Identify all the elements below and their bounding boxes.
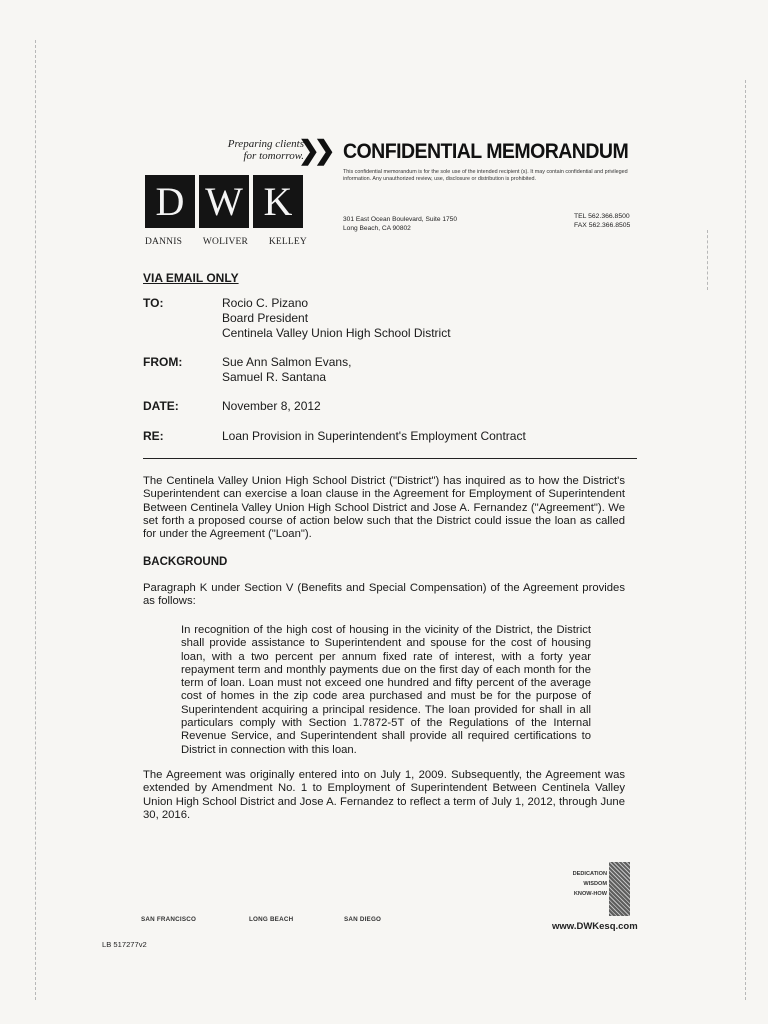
date-label: DATE: — [143, 399, 179, 413]
scan-edge-left — [35, 40, 36, 1000]
decorative-texture-block — [609, 862, 630, 916]
to-label: TO: — [143, 296, 164, 310]
office-long-beach: LONG BEACH — [249, 916, 294, 923]
partner-kelley: KELLEY — [268, 237, 307, 247]
tagline-line-2: for tomorrow. — [243, 150, 304, 162]
address-line-2: Long Beach, CA 90802 — [343, 225, 411, 232]
fax-number: FAX 562.366.8505 — [574, 222, 631, 229]
dwk-logo — [145, 175, 303, 228]
logo-letter-w: W — [199, 175, 249, 228]
re-label: RE: — [143, 429, 164, 443]
office-san-diego: SAN DIEGO — [344, 916, 382, 923]
memo-date: November 8, 2012 — [222, 399, 321, 413]
paragraph-k-intro: Paragraph K under Section V (Benefits and Special Compensation) of the Agreement provides as follows: — [143, 582, 625, 608]
to-recipient — [222, 296, 451, 341]
scan-edge-right — [745, 80, 746, 1000]
confidentiality-notice: This confidential memorandum is for the sole use of the intended recipient (s). It may contain confidential and privileged information. Any unauthorized review, use, disclosure or distribution is prohibited. — [343, 169, 628, 182]
quoted-agreement-clause: In recognition of the high cost of housing in the vicinity of the District, the District shall provide assistance to Superintendent and spouse for the cost of housing loan, with a two percent per annum fixed rate of interest, with a forty year repayment term and monthly payments due on the first day of each month for the term of loan. Loan must not exceed one hundred and fifty percent of the average cost of homes in the zip code area purchased and must be for the purpose of Superintendent acquiring a principal residence. The loan provided for shall in all particulars comply with Section 1.7872-5T of the Regulations of the Internal Revenue Service, and Superintendent shall provide all required certifications to District in connection with this loan. — [181, 624, 591, 756]
value-know-how: KNOW-HOW — [573, 891, 607, 897]
header-divider — [143, 458, 637, 459]
section-heading-background: BACKGROUND — [143, 556, 228, 568]
address-line-1: 301 East Ocean Boulevard, Suite 1750 — [343, 216, 458, 223]
closing-paragraph: The Agreement was originally entered into on July 1, 2009. Subsequently, the Agreement was extended by Amendment No. 1 to Employment of Superintendent Between Centinela Valley Union High School District and Jose A. Fernandez to reflect a term of July 1, 2012, through June 30, 2016. — [143, 769, 625, 821]
from-label: FROM: — [143, 355, 183, 369]
firm-website-link[interactable]: www.DWKesq.com — [552, 921, 638, 932]
from-line-2: Samuel R. Santana — [222, 370, 327, 384]
logo-letter-d: D — [145, 175, 195, 228]
memo-title: CONFIDENTIAL MEMORANDUM — [343, 140, 629, 163]
scan-edge-right-inner — [707, 230, 708, 290]
chevron-icon: ❯❯ — [298, 135, 330, 165]
memo-subject: Loan Provision in Superintendent's Employment Contract — [222, 429, 526, 443]
firm-phone-numbers — [574, 212, 630, 230]
document-id: LB 517277v2 — [102, 940, 147, 949]
tel-number: TEL 562.366.8500 — [574, 213, 630, 220]
partner-woliver: WOLIVER — [202, 237, 249, 247]
firm-tagline — [222, 138, 304, 162]
from-sender — [222, 355, 351, 385]
tagline-line-1: Preparing clients — [227, 138, 304, 150]
intro-paragraph: The Centinela Valley Union High School District ("District") has inquired as to how the District's Superintendent can exercise a loan clause in the Agreement for Employment of Superintendent Between Centinela Valley Union High School District and Jose A. Fernandez ("Agreement"). We set forth a proposed course of action below such that the District could issue the loan as called for under the Agreement ("Loan"). — [143, 475, 625, 541]
delivery-method: VIA EMAIL ONLY — [143, 271, 239, 285]
logo-letter-k: K — [253, 175, 303, 228]
partner-dannis: DANNIS — [145, 237, 183, 247]
value-dedication: DEDICATION — [572, 871, 607, 877]
to-line-2: Board President — [222, 311, 309, 325]
firm-address — [343, 215, 457, 233]
office-san-francisco: SAN FRANCISCO — [141, 916, 197, 923]
to-line-1: Rocio C. Pizano — [222, 296, 309, 310]
firm-values — [563, 869, 607, 899]
partner-names — [145, 237, 307, 247]
to-line-3: Centinela Valley Union High School District — [222, 326, 451, 340]
from-line-1: Sue Ann Salmon Evans, — [222, 355, 352, 369]
value-wisdom: WISDOM — [583, 881, 607, 887]
